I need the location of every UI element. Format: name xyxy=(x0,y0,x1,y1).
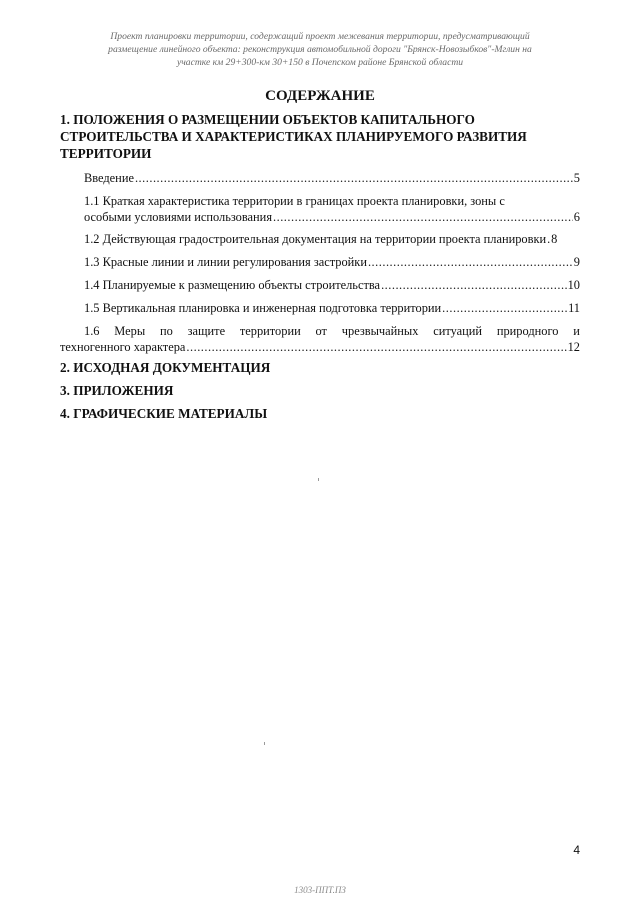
toc-entry-1-5[interactable] xyxy=(84,300,580,316)
toc-entry-text: 1.4 Планируемые к размещению объекты строительства xyxy=(84,278,381,292)
toc-entry-1-6[interactable] xyxy=(60,323,580,355)
toc-entry-text: особыми условиями использования xyxy=(84,210,273,224)
toc-leader xyxy=(135,170,573,186)
section-4-title[interactable]: 4. ГРАФИЧЕСКИЕ МАТЕРИАЛЫ xyxy=(60,406,268,421)
toc-entry-1-1[interactable] xyxy=(84,193,580,225)
toc-leader xyxy=(368,254,573,270)
toc-entry-text-line-1: 1.1 Краткая характеристика территории в границах проекта планировки, зоны с xyxy=(84,194,505,208)
section-1-title-line-3: ТЕРРИТОРИИ xyxy=(60,146,152,161)
word: ситуаций xyxy=(433,324,483,338)
toc-page-number: 8 xyxy=(551,232,558,246)
toc-entry-text: 1.2 Действующая градостроительная документация на территории проекта планировки xyxy=(84,232,547,246)
document-header xyxy=(60,30,580,69)
header-line-1: Проект планировки территории, содержащий проект межевания территории, предусматривающий xyxy=(110,31,530,42)
toc-entry-text: 1.5 Вертикальная планировка и инженерная подготовка территории xyxy=(84,301,442,315)
section-1-title-line-2: СТРОИТЕЛЬСТВА И ХАРАКТЕРИСТИКАХ ПЛАНИРУЕМОГО РАЗВИТИЯ xyxy=(60,129,527,144)
section-3-title[interactable]: 3. ПРИЛОЖЕНИЯ xyxy=(60,383,174,398)
section-1-title-line-1: 1. ПОЛОЖЕНИЯ О РАЗМЕЩЕНИИ ОБЪЕКТОВ КАПИТАЛЬНОГО xyxy=(60,112,475,127)
word: от xyxy=(315,324,327,338)
toc-page-number: 10 xyxy=(567,278,580,292)
toc-entry-1-3[interactable] xyxy=(84,254,580,270)
header-line-3: участке км 29+300-км 30+150 в Почепском районе Брянской области xyxy=(176,57,464,68)
toc-page-number: 12 xyxy=(567,340,580,354)
toc-entry-text: Введение xyxy=(84,171,134,185)
document-code-footer: 1303-ППТ.ПЗ xyxy=(294,885,346,895)
toc-leader xyxy=(273,209,573,225)
word: и xyxy=(573,324,580,338)
toc-leader xyxy=(442,300,567,316)
header-line-2: размещение линейного объекта: реконструкция автомобильной дороги "Брянск-Новозыбков"-Мглин на xyxy=(108,44,532,55)
word: защите xyxy=(187,324,226,338)
toc-entry-text: 1.3 Красные линии и линии регулирования застройки xyxy=(84,255,367,269)
toc-entry-intro[interactable] xyxy=(84,170,580,186)
toc-entry-text: техногенного характера xyxy=(60,340,186,354)
toc-page-number: 11 xyxy=(568,301,580,315)
word: Меры xyxy=(114,324,146,338)
word: природного xyxy=(496,324,559,338)
toc-entry-1-2[interactable] xyxy=(84,231,580,247)
toc-page-number: 9 xyxy=(573,255,580,269)
toc-title: СОДЕРЖАНИЕ xyxy=(265,88,375,104)
toc-page-number: 5 xyxy=(573,171,580,185)
scan-speck xyxy=(264,742,265,745)
word: 1.6 xyxy=(84,324,100,338)
section-2-title[interactable]: 2. ИСХОДНАЯ ДОКУМЕНТАЦИЯ xyxy=(60,360,271,375)
word: чрезвычайных xyxy=(341,324,419,338)
word: по xyxy=(159,324,173,338)
toc-page-number: 6 xyxy=(573,210,580,224)
word: территории xyxy=(239,324,301,338)
toc-entry-text-line-1 xyxy=(84,323,580,339)
toc-leader xyxy=(186,339,566,355)
toc-leader xyxy=(381,277,567,293)
toc-entry-1-4[interactable] xyxy=(84,277,580,293)
toc-leader xyxy=(547,231,550,247)
scan-speck xyxy=(318,478,319,481)
page-number: 4 xyxy=(573,843,580,857)
section-1-title[interactable] xyxy=(60,111,580,162)
